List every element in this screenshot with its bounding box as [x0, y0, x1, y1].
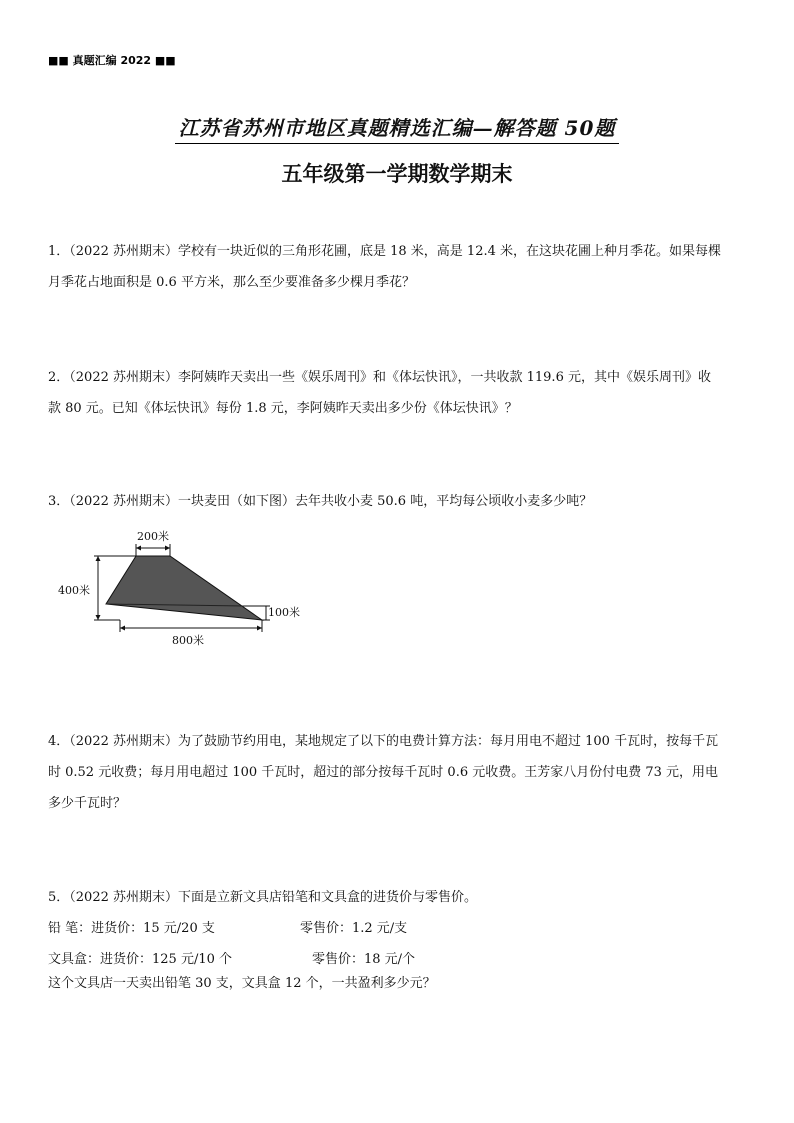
document-title: 江苏省苏州市地区真题精选汇编—解答题 50题 — [175, 112, 620, 144]
pencil-price-row — [48, 913, 748, 944]
document-subtitle: 五年级第一学期数学期末 — [281, 161, 513, 186]
question-4-line-1: 4．（2022 苏州期末）为了鼓励节约用电，某地规定了以下的电费计算方法：每月用电不超过 100 千瓦时，按每千瓦 — [48, 734, 719, 749]
question-2-line-2: 款 80 元。已知《体坛快讯》每份 1.8 元，李阿姨昨天卖出多少份《体坛快讯》？ — [48, 401, 518, 416]
page-header: ■■ 真题汇编 2022 ■■ — [48, 54, 176, 67]
pencil-box-retail-price: 零售价：18 元/个 — [312, 952, 416, 967]
pencil-box-purchase-price: 文具盒：进货价：125 元/10 个 — [48, 952, 232, 967]
question-1 — [48, 236, 748, 298]
question-4 — [48, 726, 748, 819]
question-4-line-3: 多少千瓦时？ — [48, 796, 127, 811]
pencil-box-price-row — [48, 944, 748, 975]
pencil-retail-price: 零售价：1.2 元/支 — [300, 921, 408, 936]
question-4-line-2: 时 0.52 元收费；每月用电超过 100 千瓦时，超过的部分按每千瓦时 0.6 元收费。王芳家八月份付电费 73 元，用电 — [48, 765, 719, 780]
label-right: 100米 — [268, 606, 300, 619]
question-1-line-1: 1．（2022 苏州期末）学校有一块近似的三角形花圃，底是 18 米，高是 12.4 米，在这块花圃上种月季花。如果每棵 — [48, 244, 722, 259]
field-trapezoid — [106, 556, 262, 620]
label-bottom: 800米 — [172, 634, 204, 647]
question-5-line-last: 这个文具店一天卖出铅笔 30 支，文具盒 12 个，一共盈利多少元？ — [48, 976, 436, 991]
question-2-line-1: 2．（2022 苏州期末）李阿姨昨天卖出一些《娱乐周刊》和《体坛快讯》，一共收款 119.6 元，其中《娱乐周刊》收 — [48, 370, 711, 385]
wheat-field-figure — [54, 524, 314, 654]
question-5 — [48, 882, 748, 991]
label-left: 400米 — [58, 584, 90, 597]
question-3-line-1: 3．（2022 苏州期末）一块麦田（如下图）去年共收小麦 50.6 吨，平均每公顷收小麦多少吨？ — [48, 494, 593, 509]
label-top: 200米 — [137, 530, 169, 543]
pencil-purchase-price: 铅 笔：进货价：15 元/20 支 — [48, 921, 215, 936]
question-1-line-2: 月季花占地面积是 0.6 平方米，那么至少要准备多少棵月季花？ — [48, 275, 415, 290]
question-2 — [48, 362, 748, 424]
question-5-line-1: 5．（2022 苏州期末）下面是立新文具店铅笔和文具盒的进货价与零售价。 — [48, 890, 477, 905]
document-title-wrap — [0, 112, 794, 144]
question-3 — [48, 486, 748, 517]
